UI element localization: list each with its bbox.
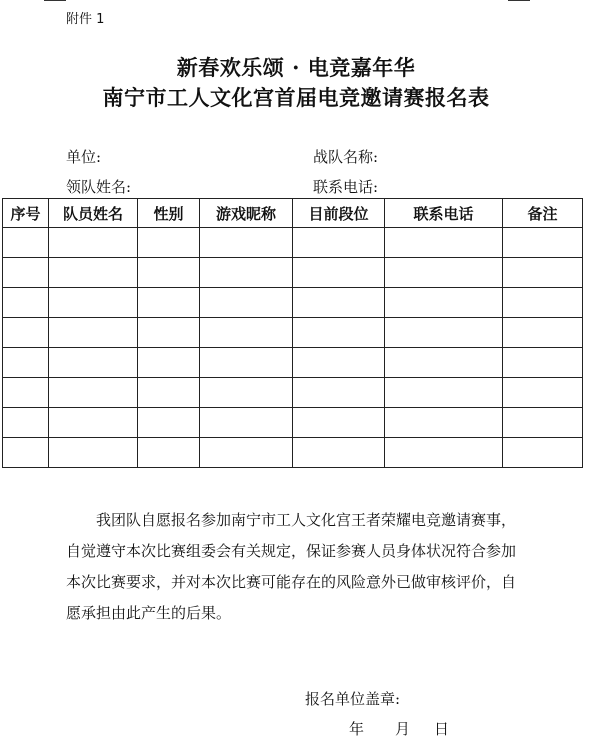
table-cell[interactable]: [49, 408, 138, 438]
unit-field-label: 单位:: [66, 148, 102, 166]
declaration-paragraph: 我团队自愿报名参加南宁市工人文化宫王者荣耀电竞邀请赛事，自觉遵守本次比赛组委会有关规定，保证参赛人员身体状况符合参加本次比赛要求，并对本次比赛可能存在的风险意外已做审核评价，自愿承担由此产生的后果。: [66, 511, 517, 622]
table-cell[interactable]: [200, 228, 293, 258]
table-cell[interactable]: [293, 348, 385, 378]
table-cell[interactable]: [138, 318, 200, 348]
table-cell[interactable]: [385, 288, 503, 318]
table-cell[interactable]: [293, 408, 385, 438]
table-cell[interactable]: [293, 378, 385, 408]
table-cell[interactable]: [503, 258, 583, 288]
title-line-1: 新春欢乐颂 · 电竞嘉年华: [176, 55, 416, 80]
title-line-2: 南宁市工人文化宫首届电竞邀请赛报名表: [102, 85, 490, 110]
table-cell[interactable]: [293, 258, 385, 288]
header-gender: 性别: [138, 199, 200, 228]
table-row: [3, 288, 583, 318]
table-body: [3, 228, 583, 468]
table-cell[interactable]: [138, 258, 200, 288]
table-cell[interactable]: [49, 288, 138, 318]
table-cell[interactable]: [200, 378, 293, 408]
table-cell[interactable]: [385, 408, 503, 438]
table-cell[interactable]: [3, 228, 49, 258]
table-cell[interactable]: [293, 438, 385, 468]
table-cell[interactable]: [200, 438, 293, 468]
table-row: [3, 228, 583, 258]
table-cell[interactable]: [503, 228, 583, 258]
table-cell[interactable]: [293, 288, 385, 318]
table-cell[interactable]: [138, 228, 200, 258]
table-cell[interactable]: [200, 408, 293, 438]
top-edge-mark-right: [508, 0, 530, 1]
table-cell[interactable]: [138, 288, 200, 318]
contact-phone-field-label: 联系电话:: [313, 178, 379, 196]
table-cell[interactable]: [503, 288, 583, 318]
table-cell[interactable]: [49, 348, 138, 378]
top-edge-mark-left: [44, 0, 66, 1]
table-row: [3, 258, 583, 288]
table-cell[interactable]: [503, 438, 583, 468]
table-cell[interactable]: [503, 378, 583, 408]
table-cell[interactable]: [49, 438, 138, 468]
table-cell[interactable]: [385, 348, 503, 378]
registration-table: [2, 198, 583, 468]
table-row: [3, 408, 583, 438]
table-cell[interactable]: [3, 288, 49, 318]
header-member-name: 队员姓名: [49, 199, 138, 228]
table-cell[interactable]: [3, 408, 49, 438]
table-row: [3, 438, 583, 468]
table-cell[interactable]: [503, 348, 583, 378]
table-cell[interactable]: [3, 348, 49, 378]
table-cell[interactable]: [3, 318, 49, 348]
team-name-field-label: 战队名称:: [313, 148, 379, 166]
header-remarks: 备注: [503, 199, 583, 228]
date-year-label: 年: [349, 720, 365, 738]
table-cell[interactable]: [49, 258, 138, 288]
table-header-row: [3, 199, 583, 228]
table-cell[interactable]: [49, 318, 138, 348]
table-cell[interactable]: [385, 318, 503, 348]
table-cell[interactable]: [503, 318, 583, 348]
table-cell[interactable]: [138, 378, 200, 408]
stamp-label: 报名单位盖章:: [305, 690, 401, 708]
table-cell[interactable]: [385, 228, 503, 258]
table-cell[interactable]: [49, 228, 138, 258]
table-cell[interactable]: [200, 258, 293, 288]
date-day-label: 日: [434, 720, 450, 738]
table-cell[interactable]: [3, 378, 49, 408]
header-contact-phone: 联系电话: [385, 199, 503, 228]
table-cell[interactable]: [200, 348, 293, 378]
table-cell[interactable]: [49, 378, 138, 408]
table-cell[interactable]: [138, 348, 200, 378]
table-row: [3, 348, 583, 378]
table-cell[interactable]: [385, 258, 503, 288]
table-cell[interactable]: [293, 318, 385, 348]
attachment-label: 附件 1: [66, 12, 105, 27]
table-cell[interactable]: [385, 438, 503, 468]
table-cell[interactable]: [138, 438, 200, 468]
table-row: [3, 318, 583, 348]
table-cell[interactable]: [293, 228, 385, 258]
table-cell[interactable]: [3, 258, 49, 288]
date-month-label: 月: [395, 720, 411, 738]
table-cell[interactable]: [385, 378, 503, 408]
header-current-rank: 目前段位: [293, 199, 385, 228]
table-cell[interactable]: [138, 408, 200, 438]
table-cell[interactable]: [200, 288, 293, 318]
table-cell[interactable]: [503, 408, 583, 438]
header-game-nickname: 游戏昵称: [200, 199, 293, 228]
table-cell[interactable]: [3, 438, 49, 468]
table-row: [3, 378, 583, 408]
table-cell[interactable]: [200, 318, 293, 348]
leader-name-field-label: 领队姓名:: [66, 178, 132, 196]
header-serial-number: 序号: [3, 199, 49, 228]
